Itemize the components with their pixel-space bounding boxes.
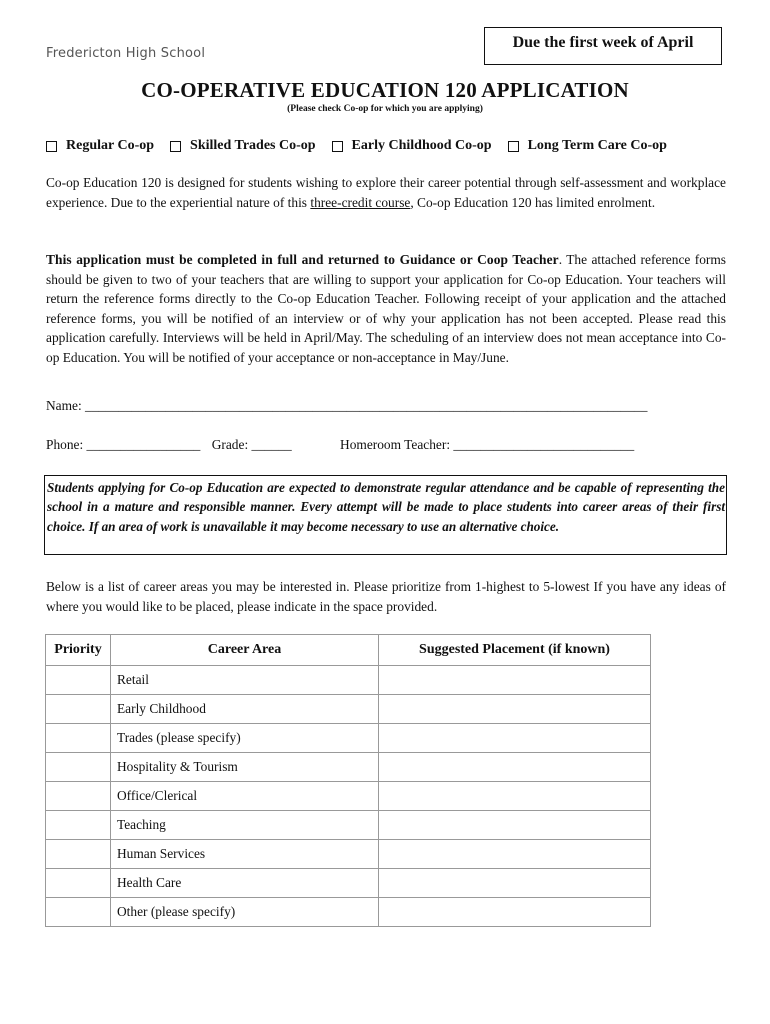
priority-cell[interactable] — [46, 811, 111, 840]
option-label: Regular Co-op — [66, 138, 155, 153]
priority-cell[interactable] — [46, 666, 111, 695]
table-row — [46, 869, 651, 898]
table-row — [46, 811, 651, 840]
career-area-cell: Other (please specify) — [111, 898, 379, 927]
table-row — [46, 724, 651, 753]
career-area-cell: Office/Clerical — [111, 782, 379, 811]
table-row — [46, 782, 651, 811]
placement-cell[interactable] — [379, 898, 651, 927]
form-subtitle: (Please check Co-op for which you are applying) — [287, 104, 483, 114]
placement-cell[interactable] — [379, 811, 651, 840]
option-long-term-care-coop[interactable] — [508, 138, 667, 154]
placement-cell[interactable] — [379, 666, 651, 695]
career-area-header: Career Area — [111, 635, 379, 666]
school-name: Fredericton High School — [46, 46, 206, 61]
priority-cell[interactable] — [46, 898, 111, 927]
suggested-placement-header: Suggested Placement (if known) — [379, 635, 651, 666]
option-label: Early Childhood Co-op — [351, 138, 492, 153]
instructions-bold: This application must be completed in full and returned to Guidance or Coop Teacher — [46, 252, 559, 267]
checkbox[interactable] — [508, 141, 519, 152]
option-label: Long Term Care Co-op — [527, 138, 667, 153]
placement-cell[interactable] — [379, 869, 651, 898]
intro-paragraph: Co-op Education 120 is designed for students wishing to explore their career potential through self-assessment and workplace experience. Due to the experiential nature of this three-credit course, Co-op Education 120 has limited enrolment. — [46, 175, 726, 210]
contact-fields-row — [46, 437, 726, 453]
table-row — [46, 840, 651, 869]
table-row — [46, 695, 651, 724]
instructions-paragraph: This application must be completed in full and returned to Guidance or Coop Teacher. The attached reference forms should be given to two of your teachers that are willing to support your application for Co-op Education. Your teachers will return the reference forms directly to the Co-op Education Teacher. Following receipt of your application and the attached reference forms, you will be notified of an interview or of why your application has not been accepted. Please read this application carefully. Interviews will be held in April/May. The scheduling of an interview does not mean acceptance into Co-op Education. You will be notified of your acceptance or non-acceptance in May/June. — [46, 252, 727, 365]
career-area-cell: Health Care — [111, 869, 379, 898]
table-row — [46, 666, 651, 695]
table-header-row — [46, 635, 651, 666]
career-areas-table — [45, 634, 651, 927]
priority-cell[interactable] — [46, 782, 111, 811]
coop-type-options — [46, 138, 726, 154]
grade-field[interactable]: Grade: ______ — [211, 437, 292, 452]
due-date-box: Due the first week of April — [484, 27, 722, 65]
table-row — [46, 753, 651, 782]
checkbox[interactable] — [332, 141, 343, 152]
option-label: Skilled Trades Co-op — [190, 138, 316, 153]
phone-field[interactable]: Phone: _________________ — [46, 437, 201, 452]
table-row — [46, 898, 651, 927]
name-field[interactable]: Name: ____________________________________________________________________________________ — [46, 398, 648, 413]
homeroom-teacher-field[interactable]: Homeroom Teacher: ___________________________ — [340, 437, 635, 452]
placement-cell[interactable] — [379, 753, 651, 782]
three-credit-course-text: three-credit course — [310, 194, 411, 210]
career-area-cell: Teaching — [111, 811, 379, 840]
placement-cell[interactable] — [379, 695, 651, 724]
priority-header: Priority — [46, 635, 111, 666]
priority-cell[interactable] — [46, 753, 111, 782]
placement-cell[interactable] — [379, 840, 651, 869]
priority-cell[interactable] — [46, 695, 111, 724]
career-area-cell: Hospitality & Tourism — [111, 753, 379, 782]
priority-cell[interactable] — [46, 840, 111, 869]
placement-cell[interactable] — [379, 782, 651, 811]
placement-cell[interactable] — [379, 724, 651, 753]
attendance-notice: Students applying for Co-op Education are expected to demonstrate regular attendance and be capable of representing the school in a mature and responsible manner. Every attempt will be made to place students into career areas of their first choice. If an area of work is unavailable it may become necessary to use an alternative choice. — [44, 475, 727, 555]
career-area-cell: Early Childhood — [111, 695, 379, 724]
priority-cell[interactable] — [46, 869, 111, 898]
priority-cell[interactable] — [46, 724, 111, 753]
career-area-cell: Trades (please specify) — [111, 724, 379, 753]
career-area-cell: Retail — [111, 666, 379, 695]
checkbox[interactable] — [46, 141, 57, 152]
checkbox[interactable] — [170, 141, 181, 152]
option-skilled-trades-coop[interactable] — [170, 138, 316, 154]
career-intro-paragraph: Below is a list of career areas you may be interested in. Please prioritize from 1-highest to 5-lowest If you have any ideas of where you would like to be placed, please indicate in the space provided. — [46, 579, 726, 614]
option-regular-coop[interactable] — [46, 138, 154, 154]
option-early-childhood-coop[interactable] — [332, 138, 492, 154]
career-area-cell: Human Services — [111, 840, 379, 869]
form-title: CO-OPERATIVE EDUCATION 120 APPLICATION — [141, 78, 629, 102]
